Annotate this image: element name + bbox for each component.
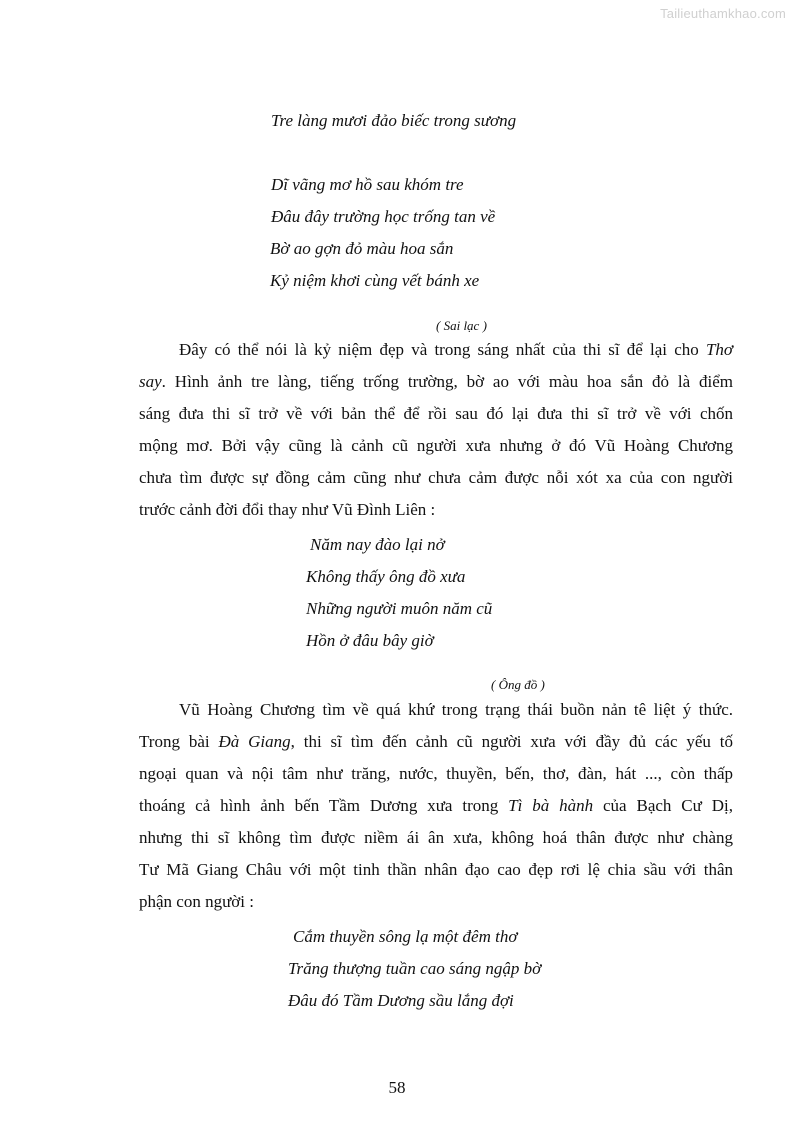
paragraph-2-line: phận con người : xyxy=(139,892,254,911)
poem3-line3: Đâu đó Tầm Dương sầu lắng đợi xyxy=(288,991,514,1010)
paragraph-2-line: Trong bài Đà Giang, thi sĩ tìm đến cảnh cũ người xưa với đầy đủ các yếu tố xyxy=(139,732,733,751)
paragraph-1-line: chưa tìm được sự đồng cảm cũng như chưa cảm được nỗi xót xa của con người xyxy=(139,468,733,487)
poem2-line4: Hồn ở đâu bây giờ xyxy=(306,631,434,650)
paragraph-1-line: Đây có thể nói là kỷ niệm đẹp và trong sáng nhất của thi sĩ để lại cho Thơ xyxy=(179,340,733,359)
paragraph-1-line: mộng mơ. Bởi vậy cũng là cảnh cũ người xưa nhưng ở đó Vũ Hoàng Chương xyxy=(139,436,733,455)
watermark: Tailieuthamkhao.com xyxy=(660,6,786,21)
poem2-source: ( Ông đồ ) xyxy=(491,677,545,692)
paragraph-2-line: nhưng thi sĩ không tìm được niềm ái ân xưa, không hoá thân được như chàng xyxy=(139,828,733,847)
paragraph-2-line: Vũ Hoàng Chương tìm về quá khứ trong trạng thái buồn nản tê liệt ý thức. xyxy=(179,700,733,719)
poem1-source: ( Sai lạc ) xyxy=(436,318,487,333)
poem3-line1: Cắm thuyền sông lạ một đêm thơ xyxy=(293,927,518,946)
poem1-line4: Bờ ao gợn đỏ màu hoa sắn xyxy=(270,239,454,258)
paragraph-2-line: Tư Mã Giang Châu với một tinh thần nhân đạo cao đẹp rơi lệ chia sầu với thân xyxy=(139,860,733,879)
poem2-line2: Không thấy ông đồ xưa xyxy=(306,567,466,586)
paragraph-2-line: ngoại quan và nội tâm như trăng, nước, thuyền, bến, thơ, đàn, hát ..., còn thấp xyxy=(139,764,733,783)
poem1-line1: Tre làng mươi đảo biếc trong sương xyxy=(271,111,517,130)
paragraph-2 xyxy=(139,694,733,918)
page-number: 58 xyxy=(388,1078,406,1097)
poem3-line2: Trăng thượng tuần cao sáng ngập bờ xyxy=(288,959,542,978)
paragraph-1-line: trước cảnh đời đổi thay như Vũ Đình Liên : xyxy=(139,500,436,519)
paragraph-1 xyxy=(139,334,733,526)
paragraph-1-line: say. Hình ảnh tre làng, tiếng trống trường, bờ ao với màu hoa sắn đỏ là điểm xyxy=(139,372,733,391)
poem1-line2: Dĩ vãng mơ hồ sau khóm tre xyxy=(271,175,464,194)
paragraph-1-line: sáng đưa thi sĩ trở về với bản thể để rồi sau đó lại đưa thi sĩ trở về với chốn xyxy=(139,404,733,423)
paragraph-2-line: thoáng cả hình ảnh bến Tầm Dương xưa trong Tì bà hành của Bạch Cư Dị, xyxy=(139,796,733,815)
poem1-line3: Đâu đây trường học trống tan về xyxy=(271,207,496,226)
poem2-line3: Những người muôn năm cũ xyxy=(306,599,493,618)
poem1-line5: Kỷ niệm khơi cùng vết bánh xe xyxy=(270,271,480,290)
poem2-line1: Năm nay đào lại nở xyxy=(310,535,445,554)
